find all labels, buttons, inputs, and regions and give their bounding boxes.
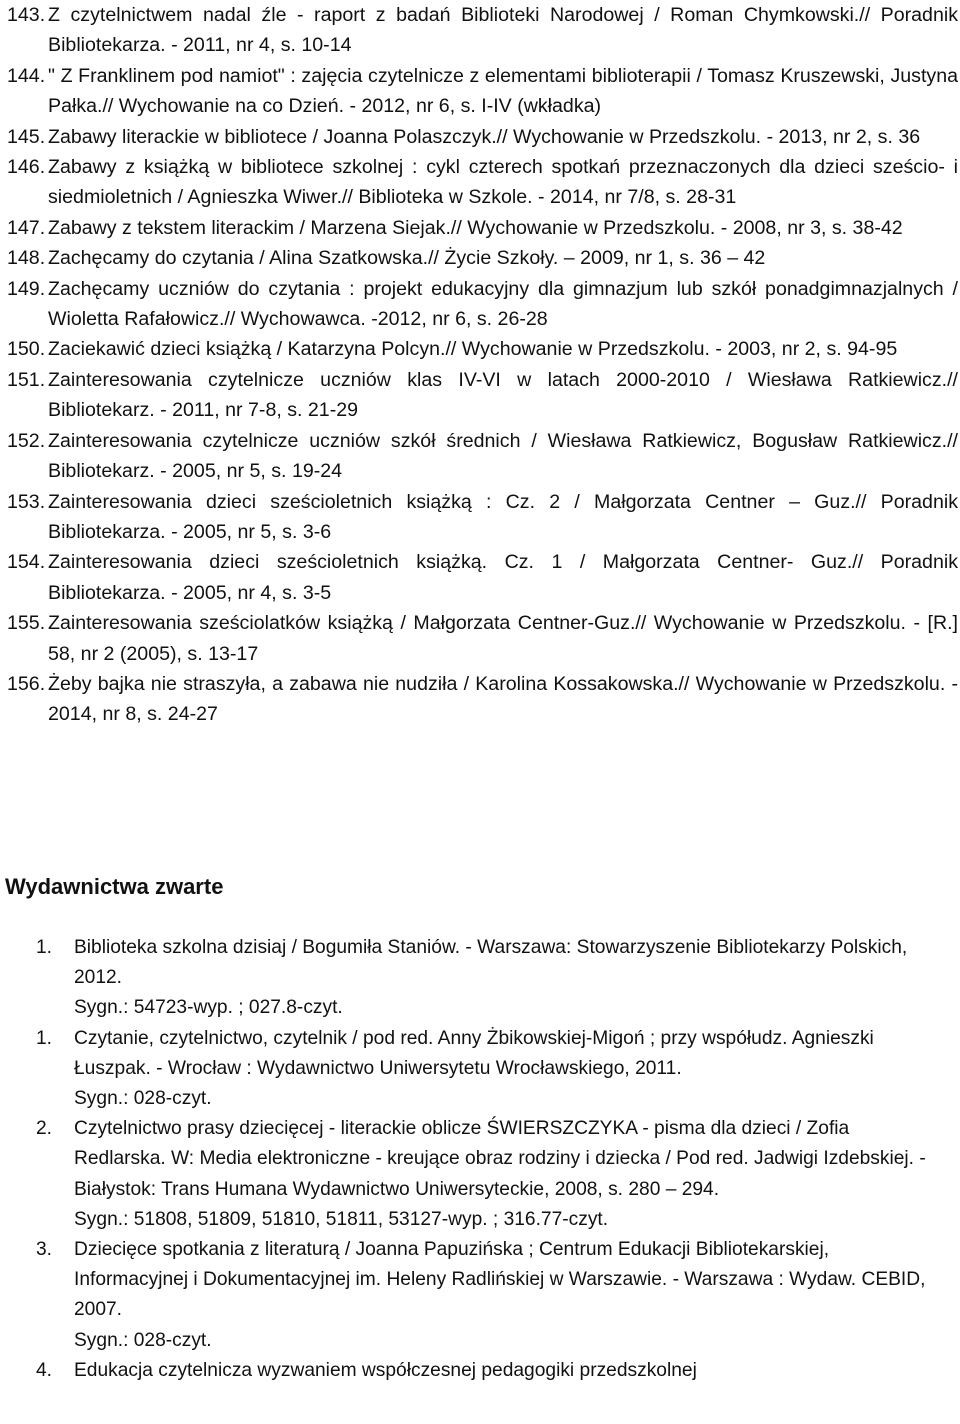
book-text: Dziecięce spotkania z literaturą / Joanna Papuzińska ; Centrum Edukacji Bibliotekarskiej, Informacyjnej i Dokumentacyjnej im. Heleny Radlińskiej w Warszawie. - Warszawa : Wydaw. CEBID, 2007. xyxy=(74,1239,926,1321)
entry-text: Zabawy literackie w bibliotece / Joanna Polaszczyk.// Wychowanie w Przedszkolu. - 2013, nr 2, s. 36 xyxy=(48,125,921,148)
entry-text: Zainteresowania dzieci sześcioletnich książką : Cz. 2 / Małgorzata Centner – Guz.// Poradnik Bibliotekarza. - 2005, nr 5, s. 3-6 xyxy=(48,490,958,543)
book-number: 1. xyxy=(36,1027,53,1049)
list-item xyxy=(0,487,958,548)
entry-text: Zainteresowania czytelnicze uczniów szkół średnich / Wiesława Ratkiewicz, Bogusław Ratkiewicz.// Bibliotekarz. - 2005, nr 5, s. 19-24 xyxy=(48,429,958,483)
book-text: Czytelnictwo prasy dziecięcej - literackie oblicze ŚWIERSZCZYKA - pisma dla dzieci / Zofia Redlarska. W: Media elektroniczne - kreujące obraz rodziny i dziecka / Pod red. Jadwigi Izdebskiej. - Białystok: Trans Humana Wydawnictwo Uniwersyteckie, 2008, s. 280 – 294. xyxy=(74,1118,926,1200)
entry-text: Zainteresowania sześciolatków książką / Małgorzata Centner-Guz.// Wychowanie w Przedszkolu. - [R.] 58, nr 2 (2005), s. 13-17 xyxy=(48,612,958,665)
list-item xyxy=(0,122,958,152)
book-number: 2. xyxy=(36,1118,53,1140)
entry-number: 144. xyxy=(7,64,46,87)
entry-number: 148. xyxy=(7,247,46,270)
entry-number: 153. xyxy=(7,490,46,513)
entry-text: Zachęcamy do czytania / Alina Szatkowska.// Życie Szkoły. – 2009, nr 1, s. 36 – 42 xyxy=(48,247,766,270)
entry-number: 147. xyxy=(7,216,46,239)
entry-text: Zainteresowania dzieci sześcioletnich książką. Cz. 1 / Małgorzata Centner- Guz.// Poradnik Bibliotekarza. - 2005, nr 4, s. 3-5 xyxy=(48,551,958,604)
list-item xyxy=(0,608,958,669)
entry-number: 156. xyxy=(7,672,46,695)
entry-number: 149. xyxy=(7,277,46,300)
list-item xyxy=(0,152,958,213)
entry-number: 150. xyxy=(7,338,46,361)
list-item xyxy=(0,669,958,730)
book-text: Biblioteka szkolna dzisiaj / Bogumiła Staniów. - Warszawa: Stowarzyszenie Bibliotekarzy Polskich, 2012. xyxy=(74,937,908,989)
entry-number: 154. xyxy=(7,551,46,574)
entry-text: Zabawy z książką w bibliotece szkolnej : cykl czterech spotkań przeznaczonych dla dzieci sześcio- i siedmioletnich / Agnieszka Wiwer.// Biblioteka w Szkole. - 2014, nr 7/8, s. 28-31 xyxy=(48,156,958,209)
entry-number: 143. xyxy=(7,4,46,26)
book-text: Edukacja czytelnicza wyzwaniem współczesnej pedagogiki przedszkolnej xyxy=(74,1359,697,1381)
book-number: 1. xyxy=(36,937,53,958)
entry-number: 151. xyxy=(7,368,46,391)
entry-number: 155. xyxy=(7,612,46,635)
list-item xyxy=(0,1235,944,1356)
book-number: 3. xyxy=(36,1239,53,1261)
list-item xyxy=(0,213,958,243)
section-heading: Wydawnictwa zwarte xyxy=(5,874,224,899)
entry-text: Żeby bajka nie straszyła, a zabawa nie nudziła / Karolina Kossakowska.// Wychowanie w Przedszkolu. - 2014, nr 8, s. 24-27 xyxy=(48,672,958,726)
list-item xyxy=(0,365,958,426)
entry-text: " Z Franklinem pod namiot" : zajęcia czytelnicze z elementami biblioterapii / Tomasz Kruszewski, Justyna Pałka.// Wychowanie na co Dzień. - 2012, nr 6, s. I-IV (wkładka) xyxy=(48,64,958,118)
entry-text: Zachęcamy uczniów do czytania : projekt edukacyjny dla gimnazjum lub szkół ponadgimnazjalnych / Wioletta Rafałowicz.// Wychowawca. -2012, nr 6, s. 26-28 xyxy=(48,277,958,331)
list-item xyxy=(0,426,958,487)
list-item xyxy=(0,547,958,608)
entry-number: 152. xyxy=(7,429,46,452)
book-signature: Sygn.: 51808, 51809, 51810, 51811, 53127-wyp. ; 316.77-czyt. xyxy=(74,1208,609,1230)
list-item xyxy=(0,274,958,335)
list-item xyxy=(0,243,958,273)
entry-text: Z czytelnictwem nadal źle - raport z badań Biblioteki Narodowej / Roman Chymkowski.// Poradnik Bibliotekarza. - 2011, nr 4, s. 10-14 xyxy=(48,4,958,57)
book-signature: Sygn.: 54723-wyp. ; 027.8-czyt. xyxy=(74,997,343,1019)
books-list xyxy=(0,933,960,1386)
list-item xyxy=(0,1024,944,1115)
book-text: Czytanie, czytelnictwo, czytelnik / pod red. Anny Żbikowskiej-Migoń ; przy współudz. Agnieszki Łuszpak. - Wrocław : Wydawnictwo Uniwersytetu Wrocławskiego, 2011. xyxy=(74,1027,874,1079)
list-item xyxy=(0,0,958,61)
entry-number: 145. xyxy=(7,125,46,148)
list-item xyxy=(0,933,944,1024)
entry-text: Zainteresowania czytelnicze uczniów klas IV-VI w latach 2000-2010 / Wiesława Ratkiewicz.// Bibliotekarz. - 2011, nr 7-8, s. 21-29 xyxy=(48,368,958,422)
entry-text: Zabawy z tekstem literackim / Marzena Siejak.// Wychowanie w Przedszkolu. - 2008, nr 3, s. 38-42 xyxy=(48,216,903,239)
list-item xyxy=(0,334,958,364)
entry-number: 146. xyxy=(7,156,46,179)
list-item xyxy=(0,1114,944,1235)
entry-text: Zaciekawić dzieci książką / Katarzyna Polcyn.// Wychowanie w Przedszkolu. - 2003, nr 2, s. 94-95 xyxy=(48,338,898,361)
book-signature: Sygn.: 028-czyt. xyxy=(74,1088,212,1110)
list-item xyxy=(0,1356,944,1386)
list-item xyxy=(0,61,958,122)
book-signature: Sygn.: 028-czyt. xyxy=(74,1329,212,1351)
book-number: 4. xyxy=(36,1359,53,1381)
